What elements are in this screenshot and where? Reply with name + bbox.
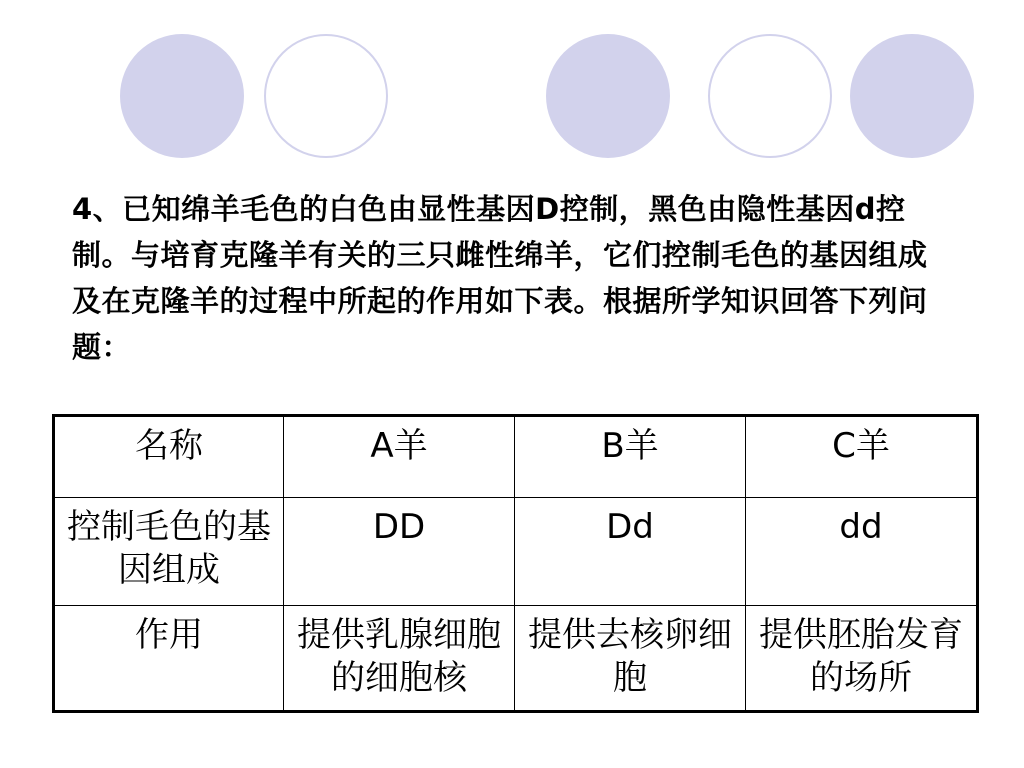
- header-name: 名称: [54, 416, 284, 498]
- cell-genotype-a: DD: [284, 498, 515, 606]
- header-sheep-a: A羊: [284, 416, 515, 498]
- decorative-circle-filled: [546, 34, 670, 158]
- table-row-role: [54, 606, 978, 712]
- question-text: 4、已知绵羊毛色的白色由显性基因D控制，黑色由隐性基因d控制。与培育克隆羊有关的三只雌性绵羊，它们控制毛色的基因组成及在克隆羊的过程中所起的作用如下表。根据所学知识回答下列问题：: [72, 192, 928, 364]
- row-label-genotype: 控制毛色的基因组成: [54, 498, 284, 606]
- cell-genotype-b: Dd: [515, 498, 746, 606]
- decorative-circle-filled: [120, 34, 244, 158]
- row-label-role: 作用: [54, 606, 284, 712]
- decorative-circle-outline: [708, 34, 832, 158]
- header-sheep-b: B羊: [515, 416, 746, 498]
- header-sheep-c: C羊: [746, 416, 978, 498]
- cell-genotype-c: dd: [746, 498, 978, 606]
- sheep-info-table: [52, 414, 979, 713]
- table-header-row: [54, 416, 978, 498]
- decorative-circle-outline: [264, 34, 388, 158]
- table-row-genotype: [54, 498, 978, 606]
- cell-role-a: 提供乳腺细胞的细胞核: [284, 606, 515, 712]
- decorative-circle-filled: [850, 34, 974, 158]
- cell-role-c: 提供胚胎发育的场所: [746, 606, 978, 712]
- cell-role-b: 提供去核卵细胞: [515, 606, 746, 712]
